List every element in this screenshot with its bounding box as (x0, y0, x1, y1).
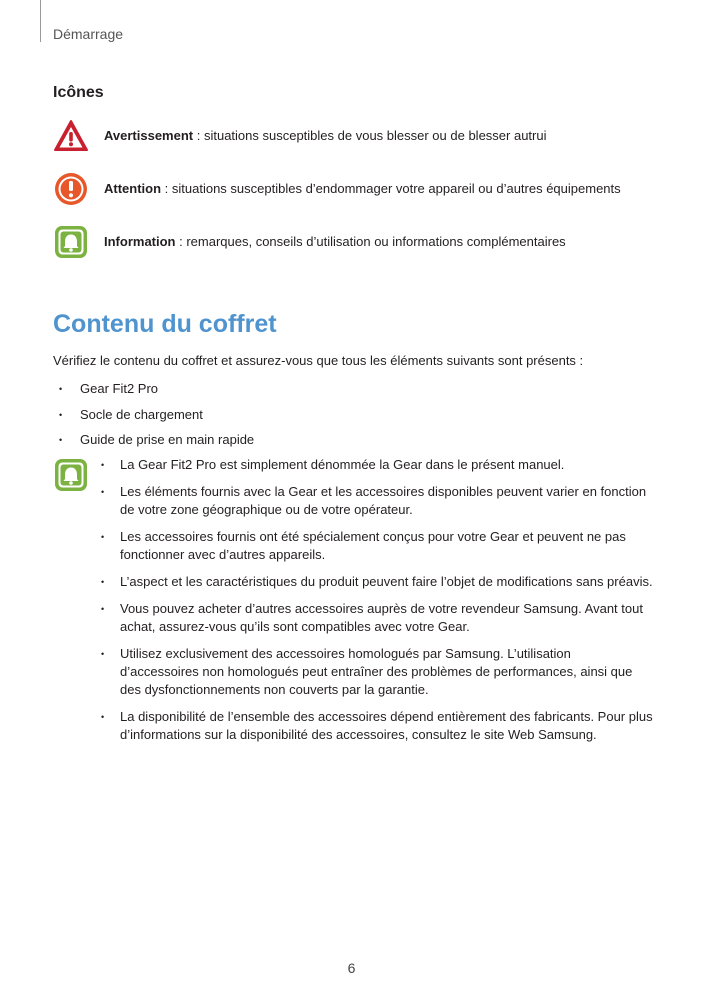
icon-legend-information (53, 224, 673, 260)
information-text: : remarques, conseils d’utilisation ou informations complémentaires (175, 234, 566, 249)
note-item: • L’aspect et les caractéristiques du produit peuvent faire l’objet de modifications sans préavis. (93, 573, 653, 591)
list-item: • Socle de chargement (53, 404, 254, 430)
box-contents-list (53, 378, 254, 455)
caution-term: Attention (104, 181, 162, 196)
intro-paragraph: Vérifiez le contenu du coffret et assurez-vous que tous les éléments suivants sont présents : (53, 353, 584, 368)
note-item: • Vous pouvez acheter d’autres accessoires auprès de votre revendeur Samsung. Avant tout achat, assurez-vous qu’ils sont compatibles avec votre Gear. (93, 600, 653, 636)
note-item: • Utilisez exclusivement des accessoires homologués par Samsung. L’utilisation d’accessoires non homologués peut entraîner des problèmes de performances, ainsi que des dysfonctionnements non couverts par la garantie. (93, 645, 653, 699)
note-item: • Les éléments fournis avec la Gear et les accessoires disponibles peuvent varier en fonction de votre zone géographique ou de votre opérateur. (93, 483, 653, 519)
icon-legend-caution (53, 171, 673, 207)
information-term: Information (104, 234, 176, 249)
note-item: • Les accessoires fournis ont été spécialement conçus pour votre Gear et peuvent ne pas fonctionner avec d’autres appareils. (93, 528, 653, 564)
information-description (104, 233, 566, 251)
running-header: Démarrage (53, 26, 124, 42)
page-number: 6 (347, 960, 356, 976)
caution-text: : situations susceptibles d’endommager votre appareil ou d’autres équipements (161, 181, 621, 196)
caution-description (104, 180, 621, 198)
section-title: Contenu du coffret (53, 310, 277, 338)
warning-description (104, 127, 547, 145)
list-item: • Guide de prise en main rapide (53, 429, 254, 455)
list-item: • Gear Fit2 Pro (53, 378, 254, 404)
note-item: • La disponibilité de l’ensemble des accessoires dépend entièrement des fabricants. Pour plus d’informations sur la disponibilité des accessoires, consultez le site Web Samsung. (93, 708, 653, 744)
header-rule (40, 0, 41, 42)
information-bell-icon (53, 224, 89, 260)
information-notes-list (93, 456, 653, 753)
caution-exclamation-icon (53, 171, 89, 207)
warning-text: : situations susceptibles de vous blesser ou de blesser autrui (193, 128, 547, 143)
warning-term: Avertissement (104, 128, 194, 143)
icons-section-title: Icônes (53, 84, 104, 101)
note-item: • La Gear Fit2 Pro est simplement dénommée la Gear dans le présent manuel. (93, 456, 653, 474)
information-bell-icon (53, 457, 89, 493)
icon-legend-warning (53, 118, 673, 154)
warning-triangle-icon (53, 118, 89, 154)
